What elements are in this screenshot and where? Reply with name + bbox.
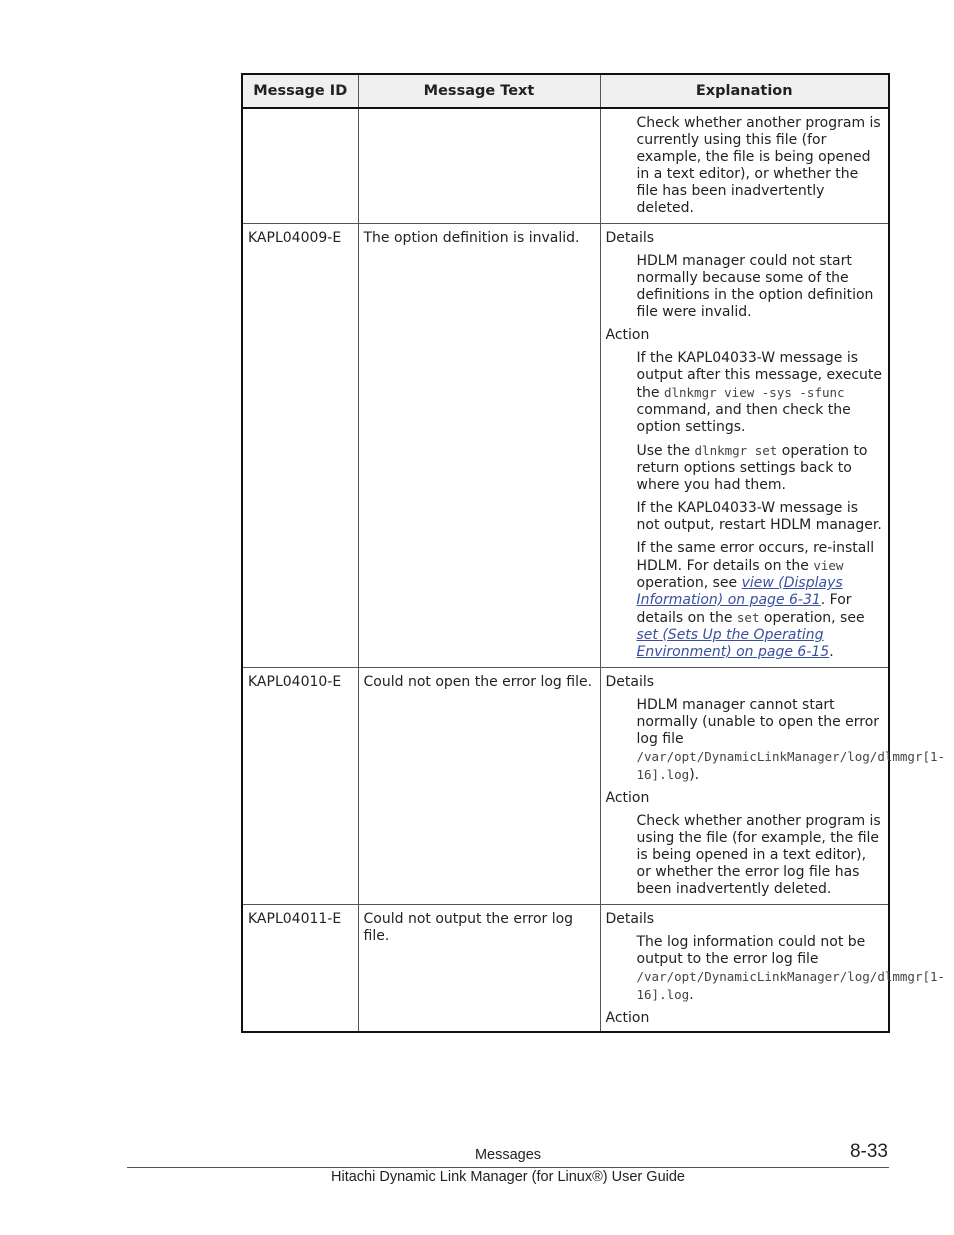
footer-guide-title: Hitachi Dynamic Link Manager (for Linux®) User Guide [331, 1169, 685, 1185]
view-operation-link[interactable]: view (Displays Information) on page 6-31 [636, 575, 843, 608]
file-path-code: /var/opt/DynamicLinkManager/log/dlmmgr[1-16].log [636, 749, 946, 782]
command-code: set [736, 610, 760, 625]
command-code: dlnkmgr set [694, 443, 778, 458]
message-id-cell [242, 108, 358, 224]
message-id-cell: KAPL04011-E [242, 905, 358, 1033]
explanation-cell [600, 108, 889, 224]
details-label: Details [605, 911, 655, 927]
table-header-row [242, 74, 889, 108]
action-paragraph: If the KAPL04033-W message is output after this message, execute the dlnkmgr view -sys -sfunc command, and then check the option settings. [636, 350, 883, 435]
header-explanation: Explanation [600, 74, 889, 108]
header-message-text: Message Text [358, 74, 600, 108]
table-row [242, 224, 889, 668]
explanation-cell [600, 905, 946, 1033]
message-text-cell [358, 108, 600, 224]
footer-divider [127, 1167, 889, 1168]
message-id-cell: KAPL04010-E [242, 668, 358, 905]
explanation-cell [600, 224, 889, 668]
message-text-cell: Could not open the error log file. [358, 668, 600, 905]
message-table [241, 73, 946, 1033]
page-number: 8-33 [849, 1141, 888, 1162]
table-row [242, 905, 889, 1033]
explanation-paragraph: Check whether another program is currently using this file (for example, the file is being opened in a text editor), or whether the file has been inadvertently deleted. [636, 115, 881, 216]
table-row [242, 108, 889, 224]
action-label: Action [605, 790, 650, 806]
action-paragraph: Check whether another program is using the file (for example, the file is being opened in a text editor), or whether the error log file has been inadvertently deleted. [636, 813, 881, 897]
command-code: dlnkmgr view -sys -sfunc [663, 385, 845, 400]
details-paragraph: HDLM manager cannot start normally (unable to open the error log file /var/opt/DynamicLinkManager/log/dlmmgr[1-16].log). [636, 697, 946, 783]
explanation-cell [600, 668, 946, 905]
command-code: view [813, 558, 844, 573]
message-text-cell: The option definition is invalid. [358, 224, 600, 668]
details-paragraph: HDLM manager could not start normally because some of the definitions in the option definition file were invalid. [636, 253, 874, 320]
details-label: Details [605, 230, 655, 246]
action-label: Action [605, 1010, 650, 1026]
table-row [242, 668, 889, 905]
header-message-id: Message ID [242, 74, 358, 108]
details-label: Details [605, 674, 655, 690]
set-operation-link[interactable]: set (Sets Up the Operating Environment) on page 6-15 [636, 627, 830, 660]
action-paragraph: If the same error occurs, re-install HDLM. For details on the view operation, see view (Displays Information) on page 6-31. For details on the set operation, see set (Sets Up the Operating Environment) on page 6-15. [636, 540, 875, 660]
details-paragraph: The log information could not be output to the error log file /var/opt/DynamicLinkManager/log/dlmmgr[1-16].log. [636, 934, 946, 1003]
file-path-code: /var/opt/DynamicLinkManager/log/dlmmgr[1-16].log [636, 969, 946, 1002]
action-label: Action [605, 327, 650, 343]
action-paragraph: If the KAPL04033-W message is not output, restart HDLM manager. [636, 500, 882, 533]
message-id-cell: KAPL04009-E [242, 224, 358, 668]
message-text-cell: Could not output the error log file. [358, 905, 600, 1033]
footer-section-title: Messages [474, 1147, 542, 1163]
action-paragraph: Use the dlnkmgr set operation to return options settings back to where you had them. [636, 443, 868, 493]
